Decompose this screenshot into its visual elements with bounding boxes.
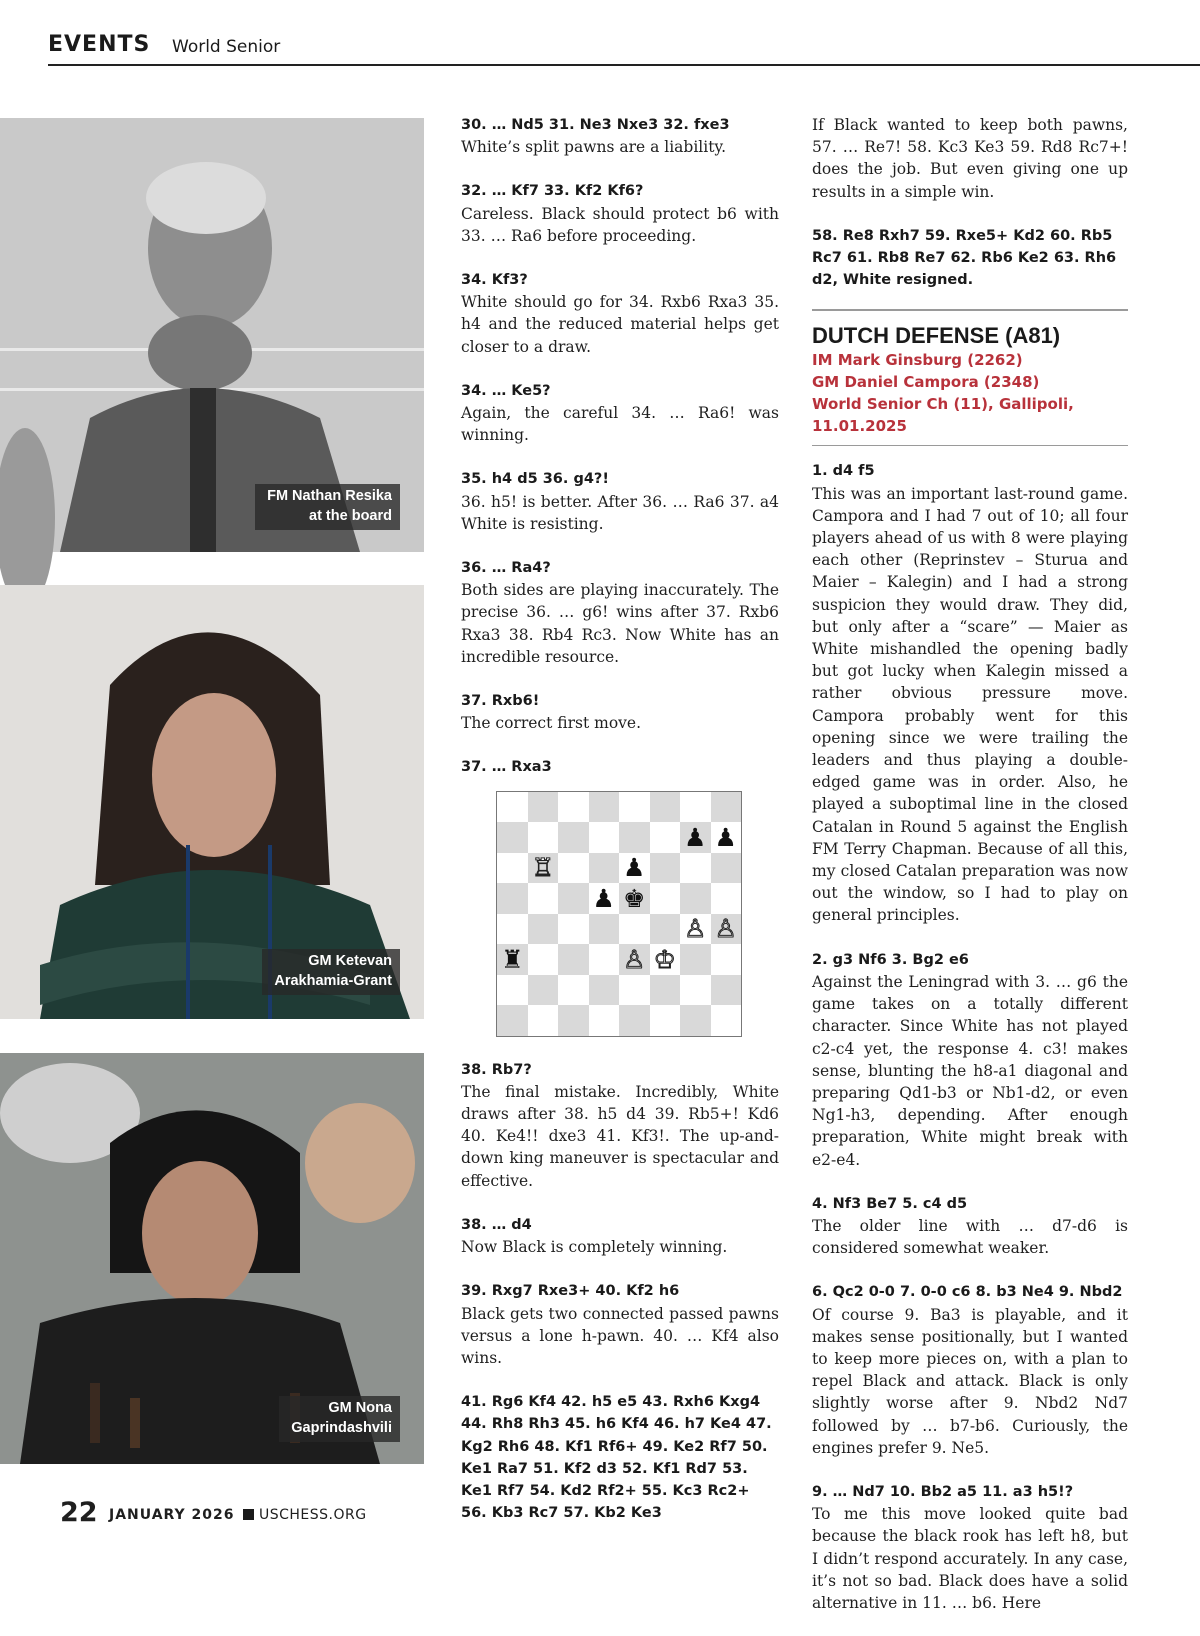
article-column-middle [461, 114, 779, 1546]
annotation-block [812, 1281, 1128, 1459]
board-square [497, 944, 528, 975]
photo-gaprindashvili [0, 1053, 424, 1464]
board-square [711, 1005, 742, 1036]
board-square [558, 822, 589, 853]
annotation-block [461, 557, 779, 668]
annotation-block [461, 269, 779, 358]
website: USCHESS.ORG [259, 1507, 367, 1523]
move-text: 6. Qc2 0-0 7. 0-0 c6 8. b3 Ne4 9. Nbd2 [812, 1284, 1123, 1301]
chess-piece-icon: ♚ [623, 883, 646, 913]
board-square [589, 883, 620, 914]
annotation-text: Both sides are playing inaccurately. The precise 36. … g6! wins after 37. Rxb6 Rxa3 38. Rb4 Rc3. Now White has an incredible resource. [461, 581, 779, 666]
board-square [711, 822, 742, 853]
board-square [589, 1005, 620, 1036]
board-square [558, 853, 589, 884]
caption-line: Gaprindashvili [291, 1420, 392, 1436]
board-square [558, 944, 589, 975]
photo-caption [262, 949, 400, 995]
black-player: GM Daniel Campora (2348) [812, 373, 1040, 392]
event-info: World Senior Ch (11), Gallipoli, 11.01.2025 [812, 395, 1074, 436]
annotation-text: Again, the careful 34. … Ra6! was winning. [461, 404, 779, 445]
move-text: 30. … Nd5 31. Ne3 Nxe3 32. fxe3 [461, 117, 730, 133]
chess-piece-icon: ♙ [714, 914, 737, 944]
board-square [558, 792, 589, 823]
board-square [528, 1005, 559, 1036]
board-square [528, 944, 559, 975]
article-column-right [812, 114, 1128, 1636]
board-square [711, 792, 742, 823]
photo-arakhamia-grant [0, 585, 424, 1019]
board-square [619, 792, 650, 823]
annotation-block [461, 1059, 779, 1192]
board-square [497, 1005, 528, 1036]
board-square [650, 944, 681, 975]
annotation-block [461, 1214, 779, 1258]
photo-resika [0, 118, 424, 552]
annotation-block [461, 690, 779, 734]
board-square [619, 944, 650, 975]
annotation-block [812, 225, 1128, 292]
move-text: 41. Rg6 Kf4 42. h5 e5 43. Rxh6 Kxg4 44. Rh8 Rh3 45. h6 Kf4 46. h7 Ke4 47. Kg2 Rh6 48. Kf1 Rf6+ 49. Ke2 Rf7 50. Ke1 Ra7 51. Kf2 d3 52. Kf1 Rd7 53. Ke1 Rf7 54. Kd2 Rf2+ 55. Kc3 Rc2+ 56. Kb3 Rc7 57. Kb2 Ke3 [461, 1394, 772, 1522]
annotation-text: White should go for 34. Rxb6 Rxa3 35. h4 and the reduced material helps get closer to a draw. [461, 293, 779, 356]
photo-caption [279, 1396, 400, 1442]
move-text: 34. … Ke5? [461, 382, 551, 399]
board-square [558, 975, 589, 1006]
chess-piece-icon: ♙ [623, 944, 646, 974]
page-number: 22 [60, 1497, 98, 1528]
annotation-text: Now Black is completely winning. [461, 1238, 728, 1257]
annotation-text: The final mistake. Incredibly, White draws after 38. h5 d4 39. Rb5+! Kd6 40. Ke4!! dxe3 41. Kf3!. The up-and-down king maneuver is spectacular and effective. [461, 1082, 779, 1190]
board-square [619, 853, 650, 884]
board-square [589, 944, 620, 975]
caption-line: Arakhamia-Grant [274, 973, 392, 989]
board-square [497, 853, 528, 884]
annotation-text: This was an important last-round game. Campora and I had 7 out of 10; all four players ahead of us with 8 were playing each other (Reprinstev – Sturua and Maier – Kalegin) and I had a strong suspicion they would draw. They did, but only after a “scare” — Maier as White mishandled the opening badly but got lucky when Kalegin missed a rather obvious pressure move. Campora probably went for this opening since we were trailing the leaders and thus playing a double-edged game was in order. Also, he played a suboptimal line in the closed Catalan in Round 5 against the English FM Terry Chapman. Because of all this, my closed Catalan preparation was now out the window, so I had to play on general principles. [812, 484, 1128, 925]
board-square [680, 914, 711, 945]
chess-piece-icon: ♙ [684, 914, 707, 944]
move-text: 32. … Kf7 33. Kf2 Kf6? [461, 183, 644, 200]
board-square [497, 883, 528, 914]
annotation-block [812, 1193, 1128, 1260]
board-square [497, 822, 528, 853]
board-square [650, 853, 681, 884]
board-square [558, 1005, 589, 1036]
board-square [619, 1005, 650, 1036]
board-square [589, 822, 620, 853]
caption-line: at the board [309, 508, 392, 524]
board-square [528, 914, 559, 945]
board-square [497, 792, 528, 823]
chess-piece-icon: ♔ [653, 944, 676, 974]
board-square [680, 883, 711, 914]
move-text: 36. … Ra4? [461, 560, 551, 577]
annotation-block [461, 1391, 779, 1524]
board-square [711, 914, 742, 945]
chess-piece-icon: ♟ [592, 883, 615, 913]
annotation-block [812, 1481, 1128, 1614]
white-player: IM Mark Ginsburg (2262) [812, 351, 1023, 370]
annotation-block [461, 468, 779, 535]
annotation-block [812, 949, 1128, 1171]
move-text: 37. Rxb6! [461, 693, 540, 710]
annotation-text: The older line with … d7-d6 is considered somewhat weaker. [812, 1216, 1128, 1258]
annotation-text: Against the Leningrad with 3. … g6 the game takes on a totally different character. Since White has not played c2-c4 yet, the response 4. c3! makes sense, blunting the h8-a1 diagonal and preparing Qd1-b3 or Nb1-d2, or even Ng1-h3, depending. After enough preparation, White might break with e2-e4. [812, 972, 1128, 1169]
annotation-text: 36. h5! is better. After 36. … Ra6 37. a4 White is resisting. [461, 492, 779, 533]
board-square [680, 944, 711, 975]
board-square [711, 853, 742, 884]
annotation-block [461, 180, 779, 247]
board-square [711, 975, 742, 1006]
chess-piece-icon: ♖ [531, 853, 554, 883]
board-square [650, 883, 681, 914]
board-square [497, 975, 528, 1006]
board-square [650, 975, 681, 1006]
board-square [619, 822, 650, 853]
opening-title: DUTCH DEFENSE (A81) [812, 323, 1061, 349]
board-square [558, 914, 589, 945]
board-square [711, 883, 742, 914]
running-header [48, 30, 1200, 66]
annotation-text: Black gets two connected passed pawns versus a lone h-pawn. 40. … Kf4 also wins. [461, 1304, 779, 1367]
board-square [680, 853, 711, 884]
annotation-text: Of course 9. Ba3 is playable, and it makes sense positionally, but I wanted to keep more pieces on, with a plan to repel Black and attack. Black is only slightly worse after 9. Nbd2 Nd7 followed by … b7-b6. Curiously, the engines prefer 9. Ne5. [812, 1305, 1128, 1457]
board-square [528, 883, 559, 914]
annotation-block [461, 380, 779, 447]
annotation-text: The correct first move. [461, 714, 642, 733]
board-square [589, 975, 620, 1006]
board-square [680, 822, 711, 853]
board-square [528, 975, 559, 1006]
move-text: 38. Rb7? [461, 1061, 532, 1078]
board-square [558, 883, 589, 914]
move-text: 39. Rxg7 Rxe3+ 40. Kf2 h6 [461, 1283, 680, 1300]
board-square [650, 914, 681, 945]
board-square [619, 883, 650, 914]
move-text: 34. Kf3? [461, 272, 528, 289]
separator-square [243, 1509, 254, 1520]
chess-diagram [496, 791, 742, 1037]
issue-date: JANUARY 2026 [109, 1507, 235, 1523]
move-text: 38. … d4 [461, 1216, 532, 1233]
board-square [680, 1005, 711, 1036]
subsection-label: World Senior [172, 37, 281, 57]
board-square [650, 792, 681, 823]
photo-caption [255, 484, 400, 530]
chess-piece-icon: ♟ [623, 853, 646, 883]
move-text: 4. Nf3 Be7 5. c4 d5 [812, 1195, 968, 1212]
caption-line: FM Nathan Resika [267, 488, 392, 504]
board-square [680, 975, 711, 1006]
board-square [528, 853, 559, 884]
annotation-block [812, 460, 1128, 926]
board-square [711, 944, 742, 975]
board-square [619, 975, 650, 1006]
chess-board [497, 792, 741, 1036]
annotation-block [461, 1280, 779, 1369]
annotation-text: If Black wanted to keep both pawns, 57. … Re7! 58. Kc3 Ke3 59. Rd8 Rc7+! does the job. But even giving one up results in a simple win. [812, 116, 1128, 201]
move-text: 35. h4 d5 36. g4?! [461, 471, 609, 488]
chess-piece-icon: ♜ [501, 944, 524, 974]
section-divider [812, 445, 1128, 446]
chess-piece-icon: ♟ [714, 822, 737, 852]
section-divider [812, 309, 1128, 311]
board-square [589, 853, 620, 884]
board-square [589, 914, 620, 945]
move-text: 37. … Rxa3 [461, 759, 552, 776]
board-square [497, 914, 528, 945]
annotation-text: To me this move looked quite bad because the black rook has left h8, but I didn’t respond accurately. In any case, it’s not so bad. Black does have a solid alternative in 11. … b6. Here [812, 1505, 1128, 1612]
annotation-block [461, 756, 779, 778]
caption-line: GM Nona [328, 1400, 392, 1416]
chess-piece-icon: ♟ [684, 822, 707, 852]
annotation-text: White’s split pawns are a liability. [461, 138, 727, 157]
board-square [589, 792, 620, 823]
board-square [619, 914, 650, 945]
board-square [680, 792, 711, 823]
board-square [528, 792, 559, 823]
move-text: 58. Re8 Rxh7 59. Rxe5+ Kd2 60. Rb5 Rc7 61. Rb8 Re7 62. Rb6 Ke2 63. Rh6 d2, White resigned. [812, 227, 1117, 289]
section-label: EVENTS [48, 32, 151, 57]
move-text: 1. d4 f5 [812, 463, 875, 480]
board-square [650, 822, 681, 853]
annotation-block [812, 114, 1128, 203]
move-text: 9. … Nd7 10. Bb2 a5 11. a3 h5!? [812, 1483, 1074, 1500]
board-square [528, 822, 559, 853]
move-text: 2. g3 Nf6 3. Bg2 e6 [812, 951, 969, 968]
annotation-text: Careless. Black should protect b6 with 33. … Ra6 before proceeding. [461, 204, 779, 245]
annotation-block [461, 114, 779, 158]
caption-line: GM Ketevan [308, 953, 392, 969]
board-square [650, 1005, 681, 1036]
